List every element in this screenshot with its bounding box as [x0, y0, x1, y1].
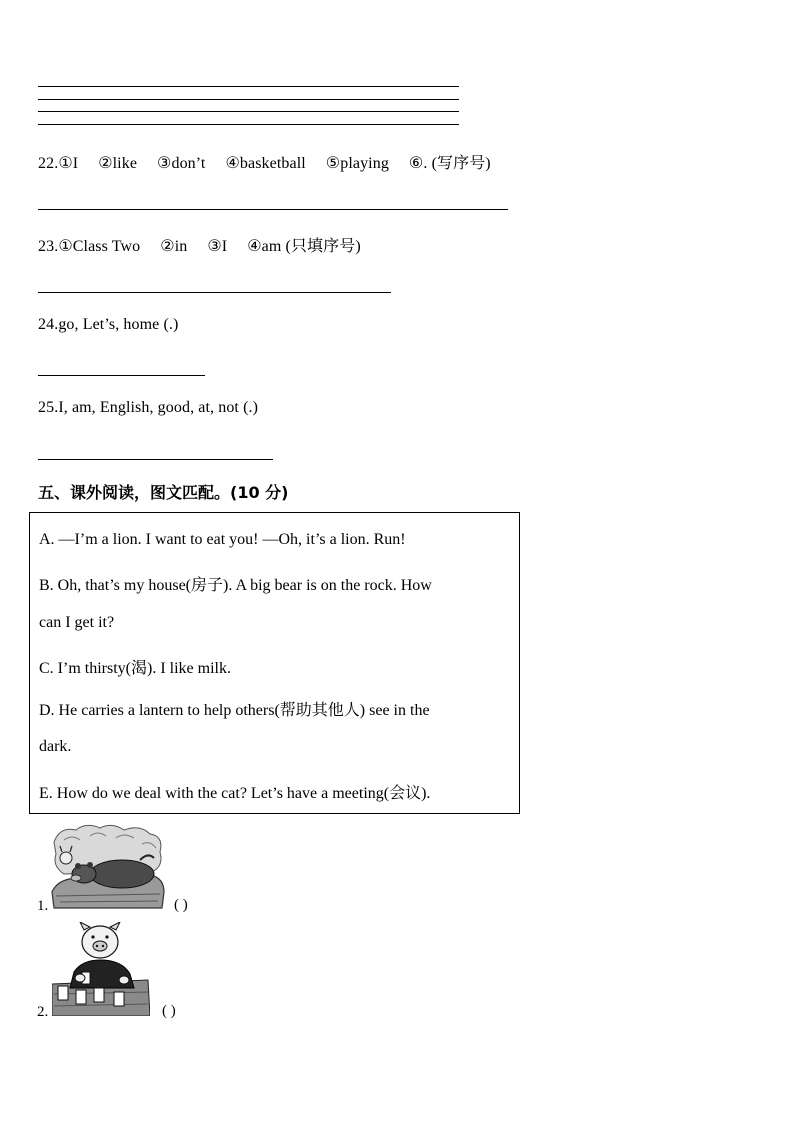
option-2: ②in [160, 238, 188, 255]
picture-number: 1. [37, 898, 49, 914]
question-number: 22. [38, 155, 59, 172]
option-4: ④am (只填序号) [247, 238, 361, 255]
option-c: C. I’m thirsty(渴). I like milk. [39, 660, 231, 677]
question-text: go, Let’s, home (.) [58, 316, 179, 333]
options-box [29, 512, 520, 814]
option-d: D. He carries a lantern to help others(帮助其他人) see in the [39, 702, 430, 719]
question-number: 25. [38, 399, 59, 416]
option-b: B. Oh, that’s my house(房子). A big bear is on the rock. How [39, 577, 432, 594]
option-6: ⑥. (写序号) [408, 155, 491, 172]
answer-parenthesis[interactable]: ( ) [174, 897, 188, 913]
answer-line [38, 111, 459, 112]
bear-on-rock-icon [50, 822, 166, 910]
answer-parenthesis[interactable]: ( ) [162, 1003, 176, 1019]
answer-line[interactable] [38, 209, 508, 210]
option-3: ③I [207, 238, 228, 255]
option-2: ②like [98, 155, 138, 172]
option-4: ④basketball [225, 155, 306, 172]
pig-with-cups-icon [52, 922, 150, 1016]
question-25 [38, 399, 258, 417]
question-24 [38, 316, 178, 334]
answer-line [38, 86, 459, 87]
answer-line [38, 124, 459, 125]
option-1: ①I [58, 155, 79, 172]
picture-number: 2. [37, 1004, 49, 1020]
section-title: 五、课外阅读，图文匹配。(10 分) [38, 483, 289, 502]
question-23 [38, 233, 361, 256]
option-b-continued: can I get it? [39, 614, 115, 631]
question-22 [38, 150, 491, 173]
option-5: ⑤playing [325, 155, 389, 172]
option-d-continued: dark. [39, 738, 72, 755]
option-3: ③don’t [157, 155, 206, 172]
option-1: ①Class Two [58, 238, 141, 255]
question-text: I, am, English, good, at, not (.) [58, 399, 259, 416]
answer-line[interactable] [38, 459, 273, 460]
answer-line [38, 99, 459, 100]
answer-line[interactable] [38, 375, 205, 376]
question-number: 23. [38, 238, 59, 255]
option-a: A. —I’m a lion. I want to eat you! —Oh, it’s a lion. Run! [39, 531, 406, 548]
question-number: 24. [38, 316, 59, 333]
answer-line[interactable] [38, 292, 391, 293]
option-e: E. How do we deal with the cat? Let’s have a meeting(会议). [39, 785, 431, 802]
